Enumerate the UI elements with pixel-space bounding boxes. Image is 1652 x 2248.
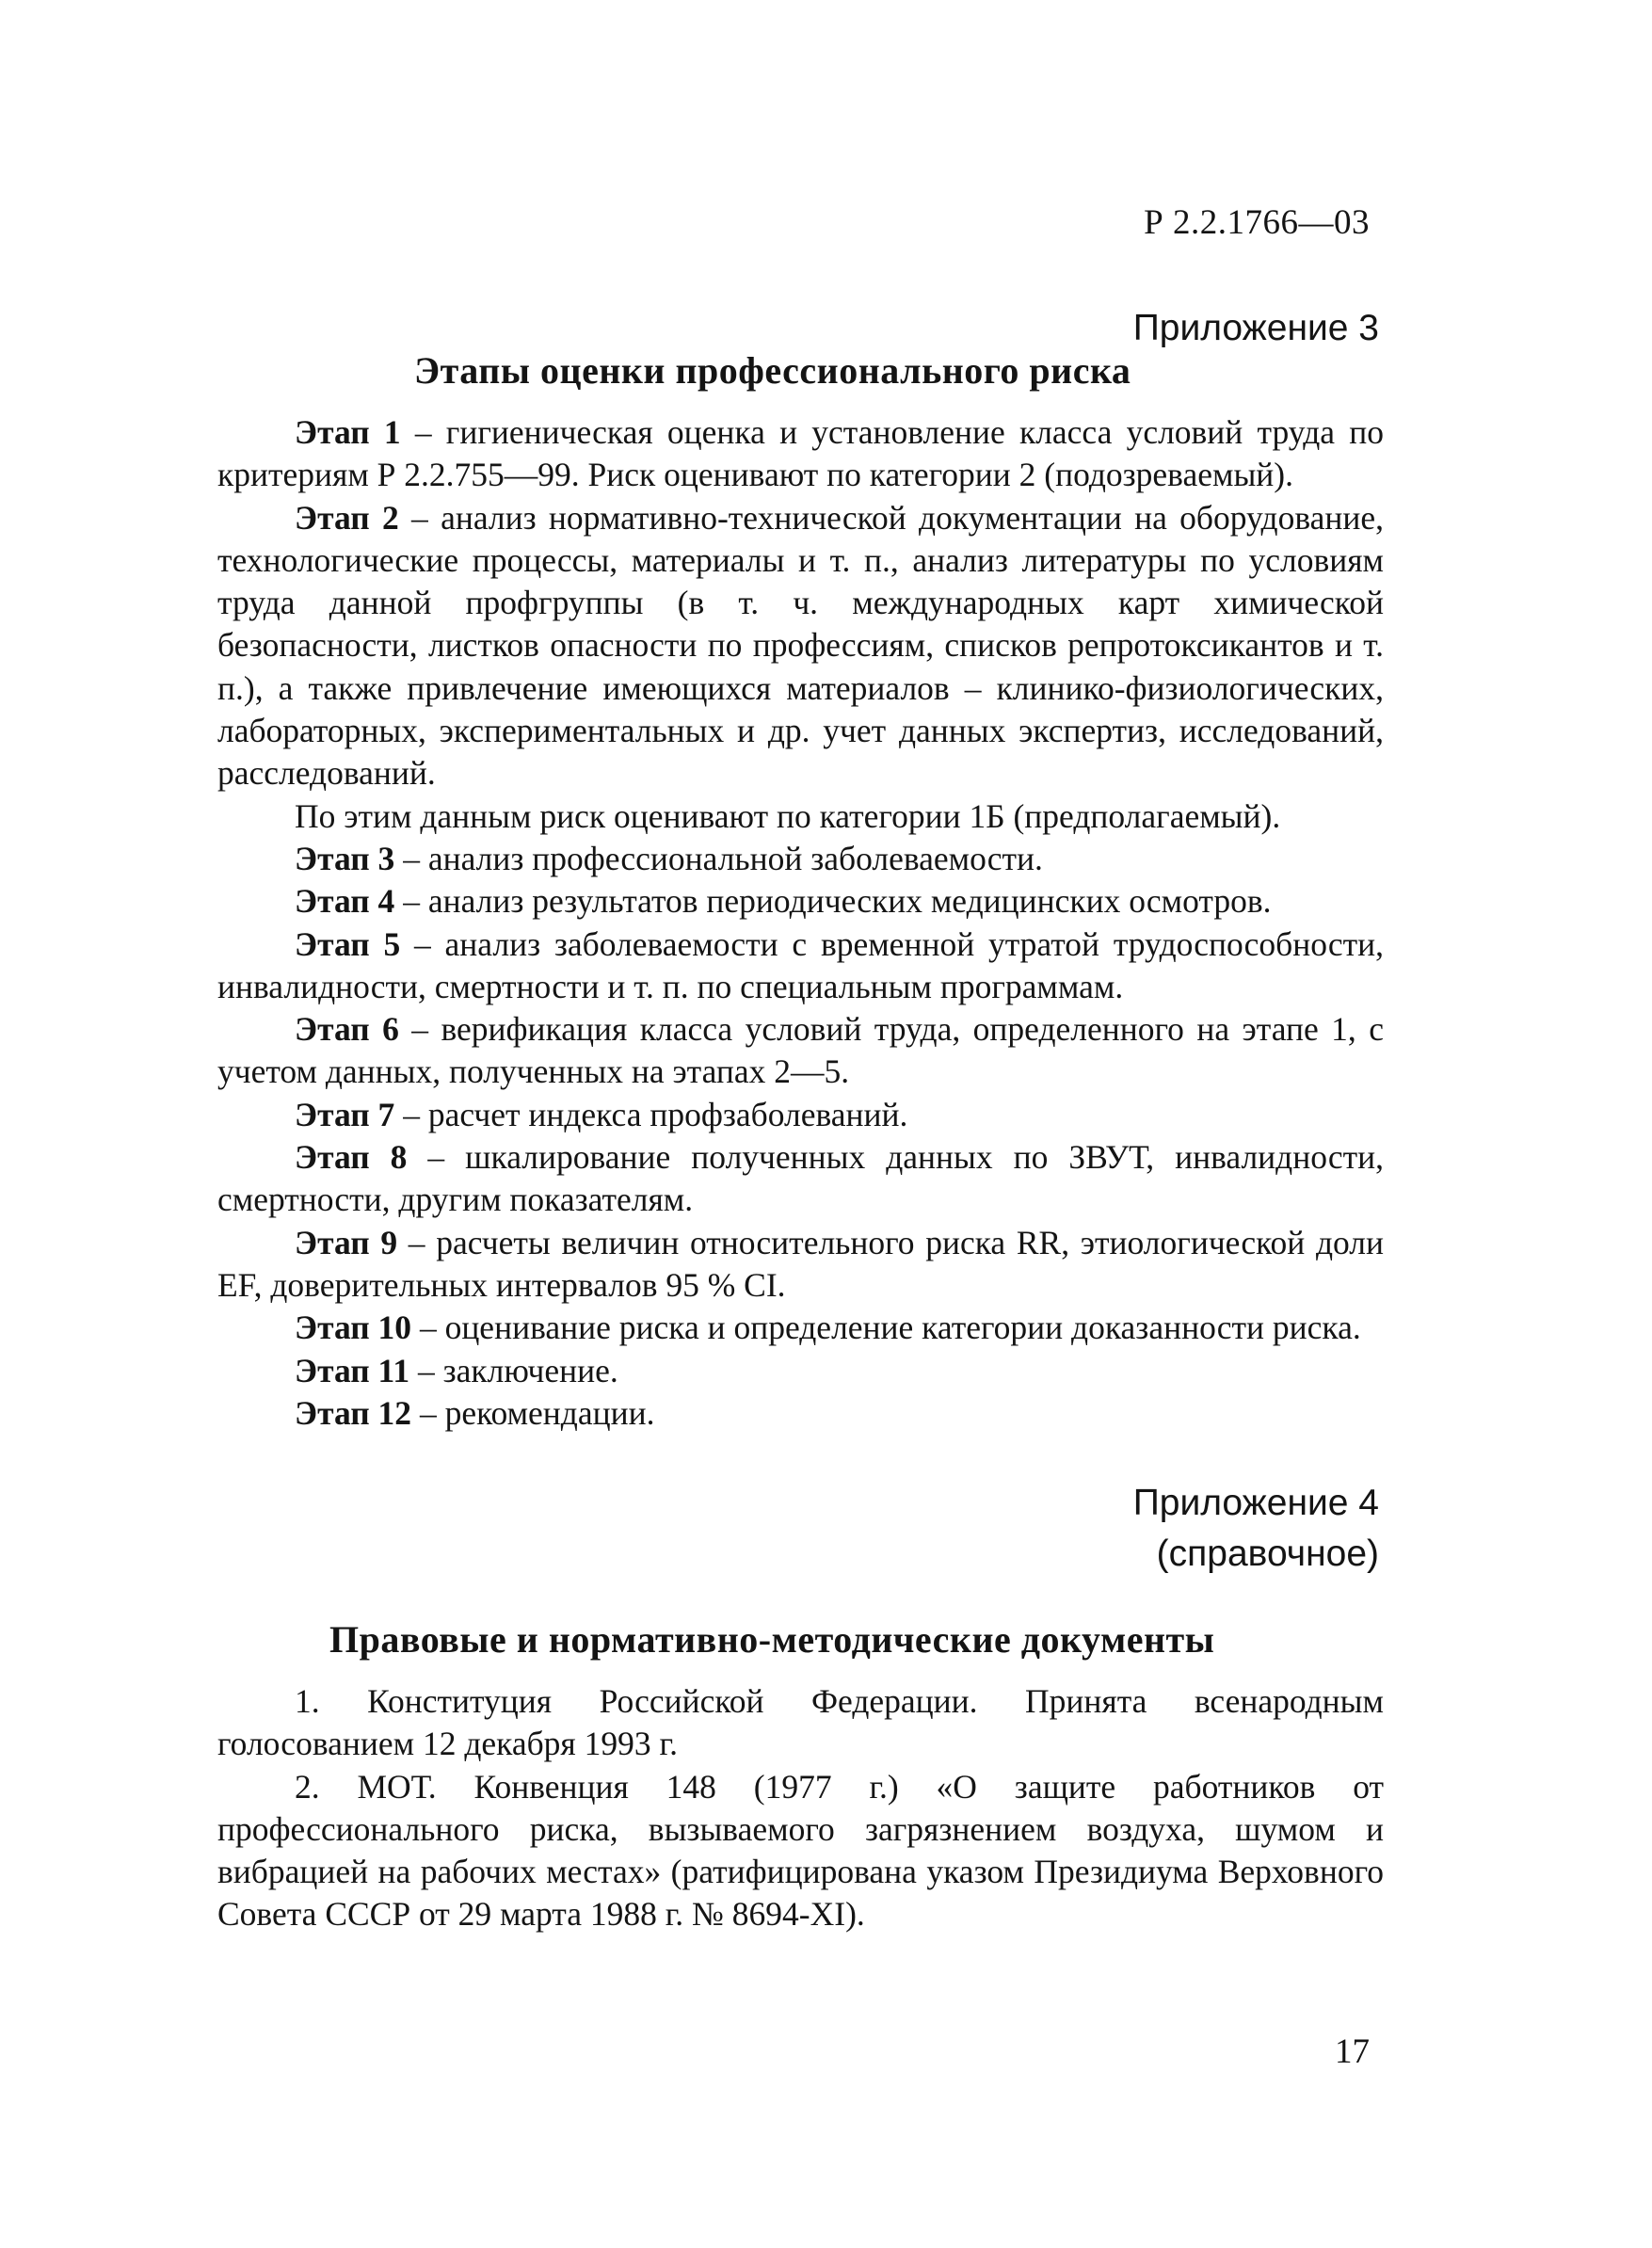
documents-list bbox=[217, 1680, 1384, 1936]
stage-text: – заключение. bbox=[409, 1351, 618, 1389]
stage-text: – оценивание риска и определение категории доказанности риска. bbox=[411, 1309, 1361, 1347]
stage-label: Этап 4 bbox=[295, 882, 395, 921]
stage-paragraph bbox=[217, 1136, 1384, 1222]
stage-paragraph bbox=[217, 838, 1384, 880]
annex-4-title: Правовые и нормативно-методические документы bbox=[329, 1618, 1215, 1661]
stage-text: – шкалирование полученных данных по ЗВУТ, инвалидности, смертности, другим показателям. bbox=[217, 1138, 1385, 1219]
stage-paragraph bbox=[217, 1008, 1384, 1094]
stage-text: – расчет индекса профзаболеваний. bbox=[394, 1095, 908, 1133]
annex-3-label bbox=[1133, 303, 1379, 354]
stage-paragraph bbox=[217, 411, 1384, 497]
stage-label: Этап 6 bbox=[295, 1010, 399, 1049]
stage-paragraph bbox=[217, 1350, 1384, 1392]
stage-text: – расчеты величин относительного риска RR, этиологической доли EF, доверительных интервалов 95 % CI. bbox=[217, 1223, 1384, 1304]
stage-label: Этап 7 bbox=[295, 1095, 395, 1133]
stage-text: По этим данным риск оценивают по категории 1Б (предполагаемый). bbox=[295, 796, 1281, 835]
document-item: 1. Конституция Российской Федерации. Принята всенародным голосованием 12 декабря 1993 г. bbox=[217, 1682, 1384, 1763]
stage-label: Этап 3 bbox=[295, 839, 395, 877]
stage-text: – анализ заболеваемости с временной утратой трудоспособности, инвалидности, смертности и т. п. по специальным программам. bbox=[217, 924, 1384, 1005]
stage-label: Этап 9 bbox=[295, 1223, 398, 1261]
document-code: Р 2.2.1766—03 bbox=[1144, 203, 1370, 242]
annex-4-label bbox=[1133, 1478, 1379, 1580]
stage-paragraph bbox=[217, 497, 1384, 795]
stage-text: – верификация класса условий труда, определенного на этапе 1, с учетом данных, полученных на этапах 2—5. bbox=[217, 1010, 1384, 1091]
stage-text: – анализ нормативно-технической документации на оборудование, технологические процессы, материалы и т. п., анализ литературы по условиям труда данной профгруппы (в т. ч. международных карт химической безопасности, листков опасности по профессиям, списков репротоксикантов и т. п.), а также привлечение имеющихся материалов – клинико-физиологических, лабораторных, экспериментальных и др. учет данных экспертиз, исследований, расследований. bbox=[217, 498, 1385, 793]
stage-paragraph bbox=[217, 1094, 1384, 1136]
stage-text: – гигиеническая оценка и установление класса условий труда по критериям Р 2.2.755—99. Риск оценивают по категории 2 (подозреваемый). bbox=[217, 413, 1384, 494]
stage-label: Этап 11 bbox=[295, 1351, 410, 1389]
stage-label: Этап 5 bbox=[295, 924, 401, 963]
stage-paragraph bbox=[217, 1307, 1384, 1349]
stage-label: Этап 1 bbox=[295, 413, 401, 451]
stage-label: Этап 12 bbox=[295, 1393, 412, 1432]
annex-4-sublabel: (справочное) bbox=[1156, 1533, 1379, 1574]
stage-label: Этап 10 bbox=[295, 1309, 412, 1347]
stage-text: – анализ профессиональной заболеваемости. bbox=[394, 839, 1043, 877]
stage-label: Этап 8 bbox=[295, 1138, 408, 1177]
stage-paragraph bbox=[217, 923, 1384, 1009]
annex-3-title: Этапы оценки профессионального риска bbox=[414, 349, 1131, 392]
page-number: 17 bbox=[1335, 2032, 1370, 2071]
annex-4-label-text: Приложение 4 bbox=[1132, 1483, 1379, 1523]
stage-paragraph bbox=[217, 795, 1384, 838]
stage-text: – рекомендации. bbox=[411, 1393, 655, 1432]
stage-paragraph bbox=[217, 1392, 1384, 1435]
document-item: 2. МОТ. Конвенция 148 (1977 г.) «О защите работников от профессионального риска, вызываемого загрязнением воздуха, шумом и вибрацией на рабочих местах» (ратифицирована указом Президиума Верховного Совета СССР от 29 марта 1988 г. № 8694-XI). bbox=[217, 1767, 1384, 1934]
stage-paragraph bbox=[217, 880, 1384, 923]
stage-paragraph bbox=[217, 1222, 1384, 1308]
stage-label: Этап 2 bbox=[295, 498, 399, 537]
stage-text: – анализ результатов периодических медицинских осмотров. bbox=[394, 882, 1272, 921]
annex-3-label-text: Приложение 3 bbox=[1132, 308, 1379, 348]
stages-list bbox=[217, 411, 1384, 1435]
